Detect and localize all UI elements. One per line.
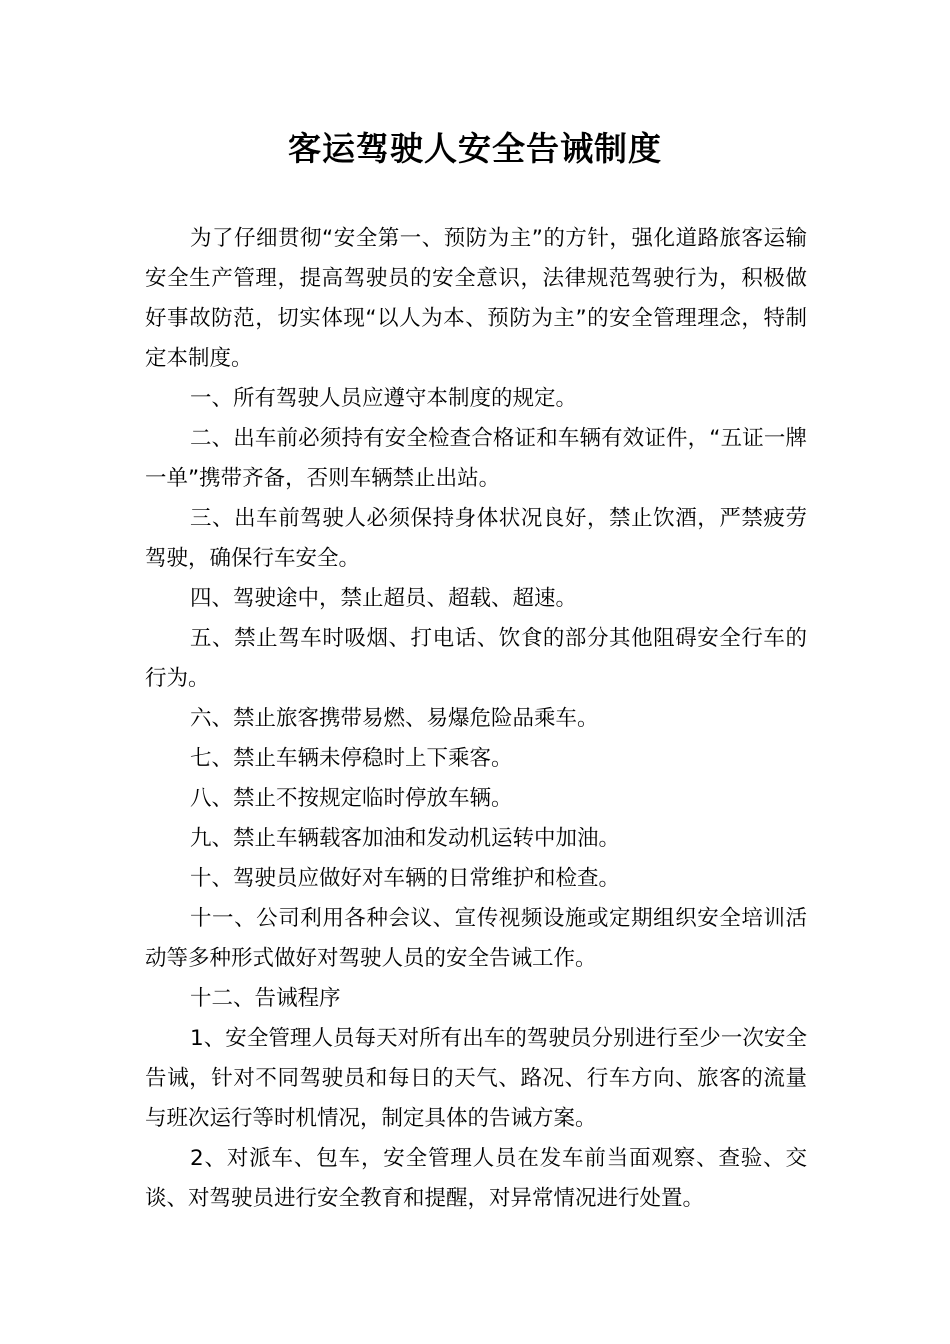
paragraph-item-2: 二、出车前必须持有安全检查合格证和车辆有效证件，“五证一牌一单”携带齐备，否则车辆禁止出站。 — [145, 426, 807, 491]
paragraph-item-12: 十二、告诫程序 — [190, 986, 341, 1011]
paragraph-item-8: 八、禁止不按规定临时停放车辆。 — [190, 786, 513, 811]
paragraph-item-7: 七、禁止车辆未停稳时上下乘客。 — [190, 746, 513, 771]
paragraph-procedure-1: 1、安全管理人员每天对所有出车的驾驶员分别进行至少一次安全告诫，针对不同驾驶员和每日的天气、路况、行车方向、旅客的流量与班次运行等时机情况，制定具体的告诫方案。 — [145, 1026, 807, 1131]
paragraph-item-9: 九、禁止车辆载客加油和发动机运转中加油。 — [190, 826, 621, 851]
paragraph-item-11: 十一、公司利用各种会议、宣传视频设施或定期组织安全培训活动等多种形式做好对驾驶人员的安全告诫工作。 — [145, 906, 807, 971]
paragraph-procedure-2: 2、对派车、包车，安全管理人员在发车前当面观察、查验、交谈、对驾驶员进行安全教育和提醒，对异常情况进行处置。 — [145, 1146, 807, 1211]
paragraph-item-4: 四、驾驶途中，禁止超员、超载、超速。 — [190, 586, 578, 611]
paragraph-item-1: 一、所有驾驶人员应遵守本制度的规定。 — [190, 386, 578, 411]
paragraph-item-6: 六、禁止旅客携带易燃、易爆危险品乘车。 — [190, 706, 599, 731]
paragraph-item-10: 十、驾驶员应做好对车辆的日常维护和检查。 — [190, 866, 621, 891]
paragraph-item-3: 三、出车前驾驶人必须保持身体状况良好，禁止饮酒，严禁疲劳驾驶，确保行车安全。 — [145, 506, 807, 571]
document-title: 客运驾驶人安全告诫制度 — [288, 129, 662, 168]
document-body — [145, 219, 807, 1219]
paragraph-item-5: 五、禁止驾车时吸烟、打电话、饮食的部分其他阻碍安全行车的行为。 — [145, 626, 807, 691]
paragraph-intro: 为了仔细贯彻“安全第一、预防为主”的方针，强化道路旅客运输安全生产管理，提高驾驶员的安全意识，法律规范驾驶行为，积极做好事故防范，切实体现“以人为本、预防为主”的安全管理理念，特制定本制度。 — [145, 226, 807, 371]
